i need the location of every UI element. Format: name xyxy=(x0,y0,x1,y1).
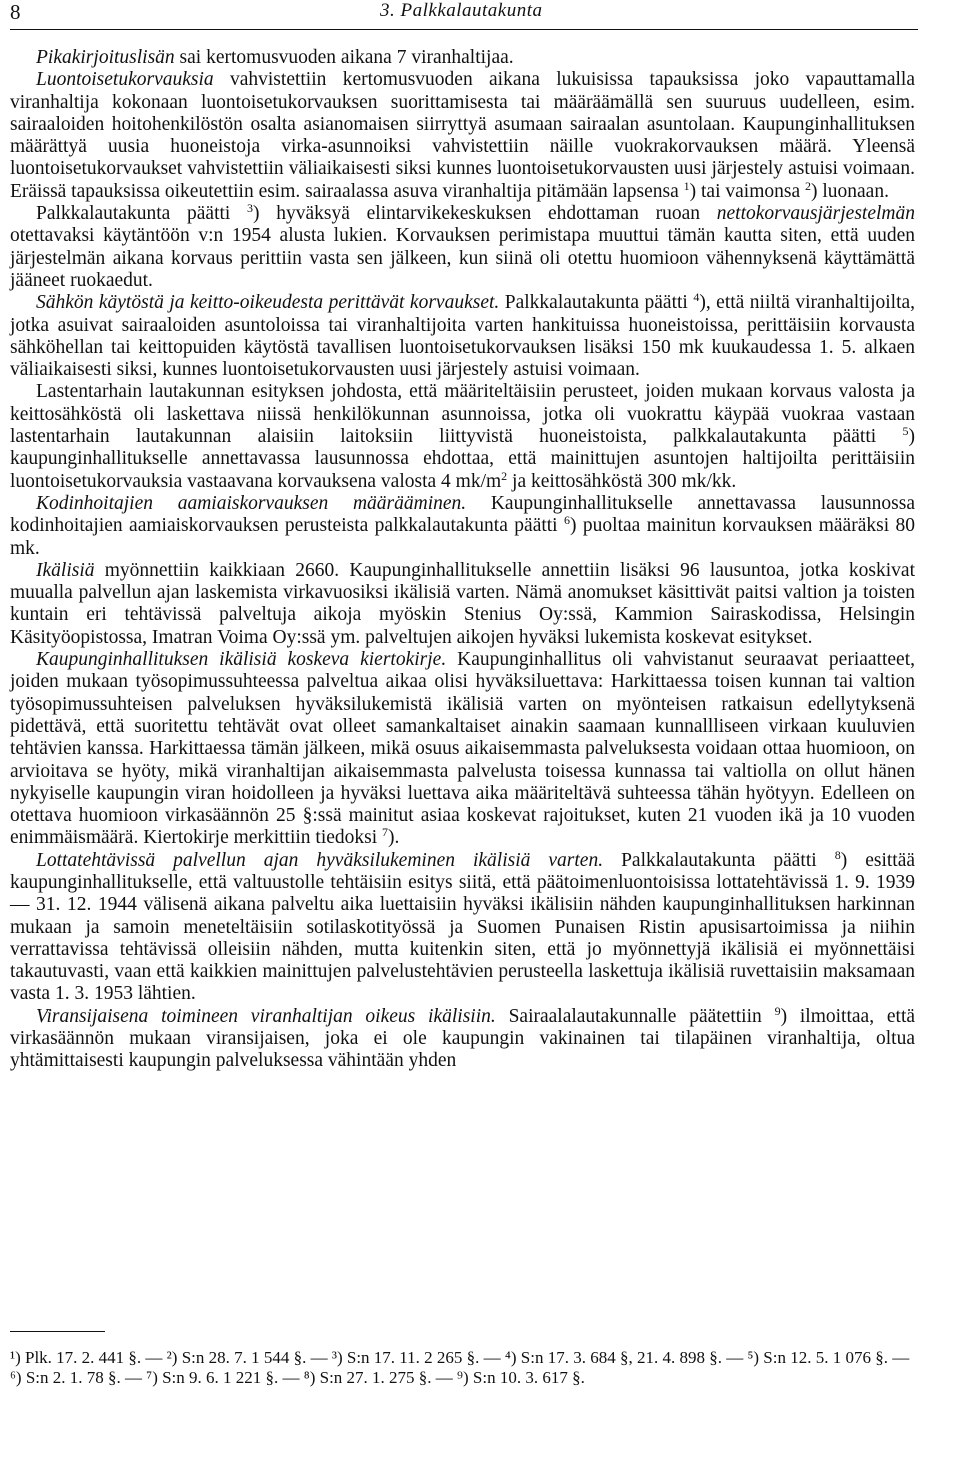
italic-lead: Ikälisiä xyxy=(36,559,95,581)
page-number: 8 xyxy=(10,0,21,24)
paragraph-text: ilmoittaa, että virkasäännön mukaan viransijaisen, joka ei ole kaupungin vakinainen tai tilapäinen viranhaltija, oltua yhtämittaisesti kaupungin palveluksessa vähintään yhden xyxy=(10,1005,916,1072)
page-header xyxy=(10,0,918,24)
paragraph: Viransijaisena toimineen viranhaltijan oikeus ikälisiin. Sairaalalautakunnalle päätettiin $^9$) ilmoittaa, että virkasäännön mukaan viransijaisen, joka ei ole kaupungin vakinainen tai tilapäinen viranhaltija, oltua yhtämittaisesti kaupungin palveluksessa vähintään yhden xyxy=(10,1003,916,1072)
paragraph-text: sai kertomusvuoden aikana 7 viranhaltijaa. xyxy=(174,47,514,68)
italic-lead: Viransijaisena toimineen viranhaltijan oikeus ikälisiin. xyxy=(36,1005,496,1027)
paragraph-text: tai vaimonsa xyxy=(696,180,801,202)
paragraph-text: hyväksyä elintarvikekeskuksen ehdottaman ruoan xyxy=(259,203,717,225)
italic-lead: Pikakirjoituslisän xyxy=(36,47,175,68)
paragraph: Palkkalautakunta päätti $^3$) hyväksyä elintarvikekeskuksen ehdottaman ruoan nettokorvausjärjestelmän otettavaksi käytäntöön v:n 1954 alusta lukien. Korvauksen perimistapa muuttui tämän kautta siten, että uuden järjestelmän aikana korvaus perittiin vasta sen jälkeen, kun siinä oli otettu huomioon vähennyksenä käyttämättä jääneet ruokaedut. xyxy=(10,201,915,291)
italic-lead: Lottatehtävissä palvellun ajan hyväksilukeminen ikälisiä varten. xyxy=(36,849,604,871)
paragraph: Kodinhoitajien aamiaiskorvauksen määrääminen. Kaupunginhallitukselle annettavassa lausunnossa kodinhoitajien aamiaiskorvauksen perusteista palkkalautakunta päätti $^6$) puoltaa mainitun korvauksen määräksi 80 mk. xyxy=(10,492,916,559)
paragraph-text: esittää kaupunginhallitukselle, että valtuustolle tehtäisiin esitys siitä, että päätoimenluontoisissa lottatehtävissä 1. 9. 1939 — 31. 12. 1944 välisenä aikana palveltu aika luettaisiin hyväksi ikälisiin nähden kaupunginhallituksen harkinnan mukaan ja samoin meneteltäisiin sotilaskotityössä ja Suomen Punaisen Ristin apusisartoimissa ja niihin verrattavissa tehtävissä olleisiin nähden, mutta kuitenkin siten, että jo myönnettyjä ikälisiä ei myönnettäisi takautuvasti, vaan että kaikkien mainittujen palvelustehtävien perusteella laskettuja ikälisiä ruvettaisiin maksamaan vasta 1. 3. 1953 lähtien. xyxy=(10,849,916,1005)
italic-lead: Kaupunginhallituksen ikälisiä koskeva kiertokirje. xyxy=(36,649,447,671)
footnote-ref: 1 xyxy=(683,178,690,193)
paragraph-text: , että niiltä viranhaltijoilta, jotka asuivat sairaaloiden asuntoloissa tai viranhaltijoita varten hankituissa huoneistoissa, perittäisiin korvausta sähköhellan tai keittopuiden käytöstä tavallisen luontoisetukorvauksen lisäksi 150 mk kuukaudessa 1. 5. alkaen väliaikaisesti siksi, kunnes luontoisetukorvausten uusi järjestely astuisi voimaan. xyxy=(10,292,916,381)
paragraph: Sähkön käytöstä ja keitto-oikeudesta perittävät korvaukset. Palkkalautakunta päätti $^4$), että niiltä viranhaltijoilta, jotka asuivat sairaaloiden asuntoloissa tai viranhaltijoita varten hankituissa huoneistoissa, perittäisiin korvausta sähköhellan tai keittopuiden käytöstä tavallisen luontoisetukorvauksen lisäksi 150 mk kuukaudessa 1. 5. alkaen väliaikaisesti siksi, kunnes luontoisetukorvausten uusi järjestely astuisi voimaan. xyxy=(10,290,916,381)
paragraph-text: kaupunginhallitukselle annettavassa lausunnossa ehdottaa, että mainittujen asuntojen haltijoilta perittäisiin luontoisetukorvauksia vastaavana korvauksena valosta 4 mk/m xyxy=(10,448,915,492)
footnote-ref: 8 xyxy=(834,847,841,862)
footnote-ref: 7 xyxy=(382,825,389,840)
paragraph-text: ja keittosähköstä 300 mk/kk. xyxy=(507,470,737,492)
footnotes: ¹) Plk. 17. 2. 441 §. — ²) S:n 28. 7. 1 544 §. — ³) S:n 17. 11. 2 265 §. — ⁴) S:n 17. 3. 684 §, 21. 4. 898 §. — ⁵) S:n 12. 5. 1 076 §. — ⁶) S:n 2. 1. 78 §. — ⁷) S:n 9. 6. 1 221 §. — ⁸) S:n 27. 1. 275 §. — ⁹) S:n 10. 3. 617 §. xyxy=(10,1348,910,1387)
paragraph-text: Palkkalautakunta päätti xyxy=(603,849,817,871)
paragraph xyxy=(10,560,915,649)
paragraph-text: Sairaalalautakunnalle päätettiin xyxy=(495,1005,762,1027)
footnote-ref: 5 xyxy=(902,424,909,439)
body-text xyxy=(10,47,915,1073)
paragraph-text: Palkkalautakunta päätti xyxy=(499,292,688,314)
footnote-ref: 2 xyxy=(804,178,811,193)
footnote-ref: 3 xyxy=(247,201,254,216)
footnote-ref: 4 xyxy=(693,290,700,305)
footnote-ref: 6 xyxy=(564,513,571,528)
italic-term: nettokorvausjärjestelmän xyxy=(716,203,915,225)
paragraph-text: Palkkalautakunta päätti xyxy=(36,203,231,225)
superscript: 2 xyxy=(501,468,508,483)
paragraph xyxy=(10,47,915,69)
italic-lead: Luontoisetukorvauksia xyxy=(36,69,214,91)
paragraph-text: vahvistettiin kertomusvuoden aikana lukuisissa tapauksissa joko vapauttamalla viranhaltija kokonaan luontoisetukorvauksen suorittamisesta tai määräämällä sen suuruus uudelleen, esim. sairaaloiden hoitohenkilöstön osalta asianomaisen siirryttyä asumaan sairaalan asuntolaan. Kaupunginhallituksen määrättyä uusia huoneistoja virka-asunnoiksi vahvistettiin näille vuokrakorvauksen määrä. Yleensä luontoisetukorvaukset vahvistettiin väliaikaisesti siksi kunnes luontoisetukorvausten uusi järjestely astuisi voimaan. Eräissä tapauksissa oikeutettiin esim. sairaalassa asuva viranhaltija pitämään lapsensa xyxy=(10,69,915,202)
paragraph-text: . xyxy=(394,827,400,849)
footnote-rule xyxy=(10,1331,105,1332)
paragraph-text: puoltaa mainitun korvauksen määräksi 80 mk. xyxy=(10,515,916,559)
footnote-ref: 9 xyxy=(774,1003,781,1018)
paragraph: Luontoisetukorvauksia vahvistettiin kertomusvuoden aikana lukuisissa tapauksissa joko vapauttamalla viranhaltija kokonaan luontoisetukorvauksen suorittamisesta tai määräämällä sen suuruus uudelleen, esim. sairaaloiden hoitohenkilöstön osalta asianomaisen siirryttyä asumaan sairaalan asuntolaan. Kaupunginhallituksen määrättyä uusia huoneistoja virka-asunnoiksi vahvistettiin näille vuokrakorvauksen määrä. Yleensä luontoisetukorvaukset vahvistettiin väliaikaisesti siksi kunnes luontoisetukorvausten uusi järjestely astuisi voimaan. Eräissä tapauksissa oikeutettiin esim. sairaalassa asuva viranhaltija pitämään lapsensa $^1$) tai vaimonsa $^2$) luonaan. xyxy=(10,69,915,202)
header-rule xyxy=(10,29,918,30)
paragraph-text: luonaan. xyxy=(817,180,889,202)
italic-lead: Kodinhoitajien aamiaiskorvauksen määrääminen. xyxy=(36,492,467,514)
paragraph-text: Kaupunginhallitus oli vahvistanut seuraavat periaatteet, joiden mukaan työsopimussuhteessa palveltua aikaa olisi hyväksiluettava: Harkittaessa toisen kunnan tai valtion työsopimussuhteisen palveluksen hyväksilukemistä ikälisiä varten on myönteisen ratkaisun edellytyksenä pidettävä, että suoritettu tehtävät ovat olleet samankaltaiset ainakin saamaan kunnallliseen virkaan kuuluvien tehtävien kanssa. Harkittaessa tämän jälkeen, mikä osuus aikaisemmasta palveluksesta voidaan ottaa huomioon, on arvioitava se hyöty, mikä viranhaltijan aikaisemmasta palvelusta toisessa kunnassa tai valtiolla on ollut hänen nykyiselle kaupungin viran hoidolleen ja hyväksi luettava aika määriteltävä suhteessa tähän hyötyyn. Edelleen on otettava huomioon virkasäännön 25 §:ssä mainitut asiaa koskevat rajoitukset, kuten 21 vuoden ikä ja 10 vuoden enimmäismäärä. Kiertokirje merkittiin tiedoksi xyxy=(10,649,915,849)
paragraph-text: Lastentarhain lautakunnan esityksen johdosta, että määriteltäisiin perusteet, joiden mukaan korvaus valosta ja keittosähköstä oli laskettava niissä henkilökunnan asunnoissa, jotka oli vuokrattu käypää vuokraa vastaan lastentarhain lautakunnan alaisiin laitoksiin liittyvistä huoneistoista, palkkalautakunta päätti xyxy=(10,381,915,448)
paragraph: Lastentarhain lautakunnan esityksen johdosta, että määriteltäisiin perusteet, joiden mukaan korvaus valosta ja keittosähköstä oli laskettava niissä henkilökunnan asunnoissa, jotka oli vuokrattu käypää vuokraa vastaan lastentarhain lautakunnan alaisiin laitoksiin liittyvistä huoneistoista, palkkalautakunta päätti $^5$) kaupunginhallitukselle annettavassa lausunnossa ehdottaa, että mainittujen asuntojen haltijoilta perittäisiin luontoisetukorvauksia vastaavana korvauksena valosta 4 $mk/m^2$ ja keittosähköstä 300 mk/kk. xyxy=(10,381,915,492)
paragraph-text: myönnettiin kaikkiaan 2660. Kaupunginhallitukselle annettiin lisäksi 96 lausuntoa, jotka koskivat muualla palvellun ajan laskemista virkavuosiksi ikälisiä varten. Nämä anomukset käsittivät paitsi valtion ja toisten kuntain eri tehtävissä palveltuja aikoja myöskin Stenius Oy:ssä, Kammion Sairaskodissa, Helsingin Käsityöopistossa, Imatran Voima Oy:ssä ym. palveltujen aikojen hyväksi lukemista koskevat esitykset. xyxy=(10,559,915,648)
running-title: 3. Palkkalautakunta xyxy=(380,0,543,21)
paragraph-text: Kaupunginhallitukselle annettavassa lausunnossa kodinhoitajien aamiaiskorvauksen perusteista palkkalautakunta päätti xyxy=(10,492,915,537)
paragraph: Lottatehtävissä palvellun ajan hyväksilukeminen ikälisiä varten. Palkkalautakunta päätti $^8$) esittää kaupunginhallitukselle, että valtuustolle tehtäisiin esitys siitä, että päätoimenluontoisissa lottatehtävissä 1. 9. 1939 — 31. 12. 1944 välisenä aikana palveltu aika luettaisiin hyväksi ikälisiin nähden kaupunginhallituksen harkinnan mukaan ja samoin meneteltäisiin sotilaskotityössä ja Suomen Punaisen Ristin apusisartoimissa ja niihin verrattavissa tehtävissä olleisiin nähden, mutta kuitenkin siten, että jo myönnettyjä ikälisiä ei myönnettäisi takautuvasti, vaan että kaikkien mainittujen palvelustehtävien perusteella laskettuja ikälisiä ruvettaisiin maksamaan vasta 1. 3. 1953 lähtien. xyxy=(10,847,916,1005)
paragraph-text: otettavaksi käytäntöön v:n 1954 alusta lukien. Korvauksen perimistapa muuttui tämän kautta siten, että uuden järjestelmän aikana korvaus perittiin vasta sen jälkeen, kun siinä oli otettu huomioon vähennyksenä käyttämättä jääneet ruokaedut. xyxy=(10,225,915,291)
italic-lead: Sähkön käytöstä ja keitto-oikeudesta perittävät korvaukset. xyxy=(36,292,500,314)
paragraph: Kaupunginhallituksen ikälisiä koskeva kiertokirje. Kaupunginhallitus oli vahvistanut seuraavat periaatteet, joiden mukaan työsopimussuhteessa palveltua aikaa olisi hyväksiluettava: Harkittaessa toisen kunnan tai valtion työsopimussuhteisen palveluksen hyväksilukemistä ikälisiä varten on myönteisen ratkaisun edellytyksenä pidettävä, että suoritettu tehtävät ovat olleet samankaltaiset ainakin saamaan kunnallliseen virkaan kuuluvien tehtävien kanssa. Harkittaessa tämän jälkeen, mikä osuus aikaisemmasta palveluksesta voidaan ottaa huomioon, on arvioitava se hyöty, mikä viranhaltijan aikaisemmasta palvelusta toisessa kunnassa tai valtiolla on ollut hänen nykyiselle kaupungin viran hoidolleen ja hyväksi luettava aika määriteltävä suhteessa tähän hyötyyn. Edelleen on otettava huomioon virkasäännön 25 §:ssä mainitut asiaa koskevat rajoitukset, kuten 21 vuoden ikä ja 10 vuoden enimmäismäärä. Kiertokirje merkittiin tiedoksi $^7$). xyxy=(10,649,915,849)
